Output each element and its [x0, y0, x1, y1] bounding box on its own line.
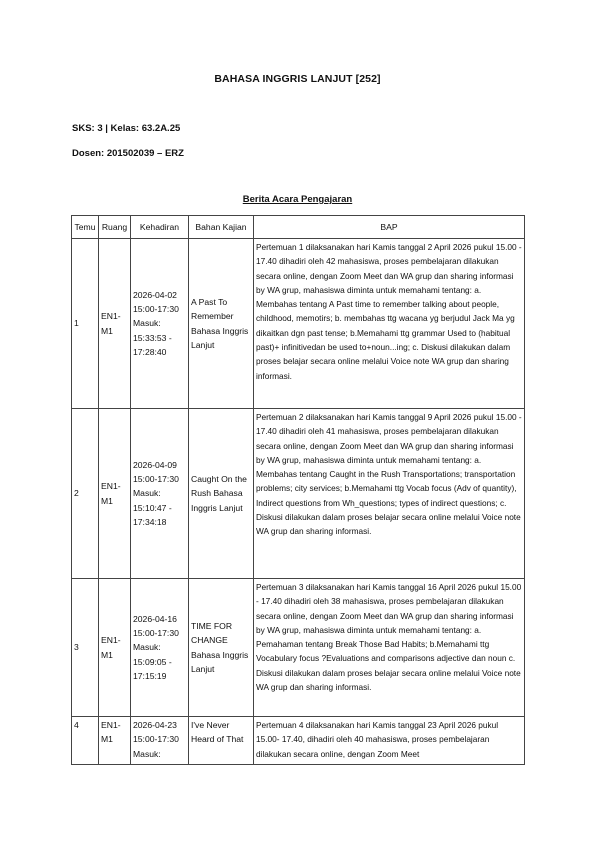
cell-kehadiran: 2026-04-09 15:00-17:30 Masuk: 15:10:47 - 17:34:18	[131, 409, 189, 579]
cell-bahan-kajian: Caught On the Rush Bahasa Inggris Lanjut	[189, 409, 254, 579]
lecturer-line: Dosen: 201502039 – ERZ	[72, 148, 184, 159]
cell-bahan-kajian: TIME FOR CHANGE Bahasa Inggris Lanjut	[189, 579, 254, 717]
table-row	[72, 717, 525, 765]
table-row	[72, 239, 525, 409]
cell-bap: Pertemuan 1 dilaksanakan hari Kamis tanggal 2 April 2026 pukul 15.00 - 17.40 dihadiri oleh 42 mahasiswa, proses pembelajaran dilakukan secara online, dengan Zoom Meet dan WA grup dan sharing informasi by WA grup, mahasiswa diminta untuk memahami tentang: a. Membahas tentang A Past time to remember talking about people, childhood, memotirs; b. membahas ttg wacana yg berjudul Jack Ma yg dikaitkan dgn past tense; b.Memahami ttg grammar Used to (habitual past)+ infinitivedan be used to+noun...ing; c. Diskusi dilakukan dalam proses belajar secara online melalui Voice note WA grup dan sharing informasi.	[254, 239, 525, 409]
header-bap: BAP	[254, 216, 525, 239]
header-ruang: Ruang	[99, 216, 131, 239]
cell-kehadiran: 2026-04-23 15:00-17:30 Masuk:	[131, 717, 189, 765]
cell-bahan-kajian: I've Never Heard of That	[189, 717, 254, 765]
cell-temu: 1	[72, 239, 99, 409]
header-kehadiran: Kehadiran	[131, 216, 189, 239]
cell-bap: Pertemuan 4 dilaksanakan hari Kamis tanggal 23 April 2026 pukul 15.00- 17.40, dihadiri oleh 40 mahasiswa, proses pembelajaran dilakukan secara online, dengan Zoom Meet	[254, 717, 525, 765]
header-temu: Temu	[72, 216, 99, 239]
cell-ruang: EN1-M1	[99, 239, 131, 409]
table-row	[72, 409, 525, 579]
cell-temu: 3	[72, 579, 99, 717]
sks-class-line: SKS: 3 | Kelas: 63.2A.25	[72, 123, 181, 134]
cell-temu: 4	[72, 717, 99, 765]
course-title: BAHASA INGGRIS LANJUT [252]	[214, 73, 381, 85]
table-row	[72, 579, 525, 717]
cell-bap: Pertemuan 3 dilaksanakan hari Kamis tanggal 16 April 2026 pukul 15.00 - 17.40 dihadiri oleh 38 mahasiswa, proses pembelajaran dilakukan secara online, dengan Zoom Meet dan WA grup dan sharing informasi by WA grup, mahasiswa diminta untuk memahami tentang: a. Pemahaman tentang Break Those Bad Habits; b.Memahami ttg Vocabulary focus ?Evaluations and comparisons adjective dan noun c. Diskusi dilakukan dalam proses belajar secara online melalui Voice note WA grup dan sharing informasi.	[254, 579, 525, 717]
teaching-record-table	[71, 215, 525, 765]
cell-ruang: EN1-M1	[99, 579, 131, 717]
table-header-row	[72, 216, 525, 239]
section-title: Berita Acara Pengajaran	[242, 194, 353, 205]
header-bahan-kajian: Bahan Kajian	[189, 216, 254, 239]
cell-kehadiran: 2026-04-02 15:00-17:30 Masuk: 15:33:53 - 17:28:40	[131, 239, 189, 409]
cell-ruang: EN1-M1	[99, 717, 131, 765]
cell-bap: Pertemuan 2 dilaksanakan hari Kamis tanggal 9 April 2026 pukul 15.00 - 17.40 dihadiri oleh 41 mahasiswa, proses pembelajaran dilakukan secara online, dengan Zoom Meet dan WA grup dan sharing informasi by WA grup, mahasiswa diminta untuk memahami tentang: a. Membahas tentang Caught in the Rush Transportations; transportation problems; city services; b.Memahami ttg Vocab focus (Adv of quantity), Indirect questions from Wh_questions; types of indirect questions; c. Diskusi dilakukan dalam proses belajar secara online melalui Voice note WA grup dan sharing informasi.	[254, 409, 525, 579]
cell-bahan-kajian: A Past To Remember Bahasa Inggris Lanjut	[189, 239, 254, 409]
cell-kehadiran: 2026-04-16 15:00-17:30 Masuk: 15:09:05 - 17:15:19	[131, 579, 189, 717]
cell-temu: 2	[72, 409, 99, 579]
cell-ruang: EN1-M1	[99, 409, 131, 579]
